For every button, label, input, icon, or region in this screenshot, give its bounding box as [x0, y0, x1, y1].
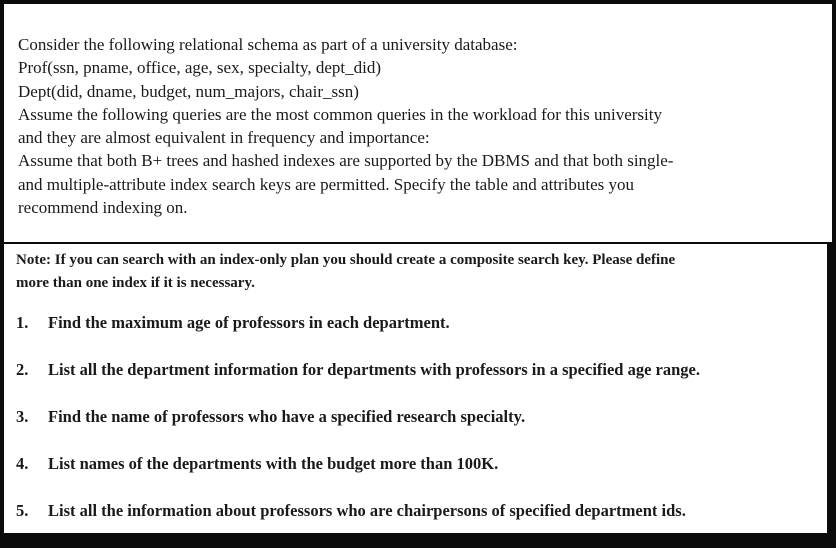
intro-line: Assume that both B+ trees and hashed indexes are supported by the DBMS and that both single-: [18, 151, 674, 171]
intro-line: Prof(ssn, pname, office, age, sex, specialty, dept_did): [18, 58, 382, 78]
query-text: List all the information about professors who are chairpersons of specified department ids.: [48, 501, 686, 520]
problem-intro: [18, 33, 818, 219]
note-text: [16, 249, 816, 295]
list-item: [16, 501, 700, 548]
query-list: [16, 313, 700, 548]
intro-line: Assume the following queries are the most common queries in the workload for this university: [18, 104, 662, 124]
list-item: [16, 407, 700, 454]
list-item: [16, 360, 700, 407]
list-item: [16, 313, 700, 360]
intro-line: Dept(did, dname, budget, num_majors, chair_ssn): [18, 81, 359, 101]
problem-statement-panel: [4, 4, 832, 242]
query-number: 2.: [16, 360, 29, 379]
intro-line: and they are almost equivalent in frequency and importance:: [18, 128, 430, 148]
query-number: 3.: [16, 407, 29, 426]
query-text: List all the department information for departments with professors in a specified age range.: [48, 360, 700, 379]
query-text: Find the maximum age of professors in each department.: [48, 313, 450, 332]
query-number: 1.: [16, 313, 29, 332]
note-line: Note: If you can search with an index-only plan you should create a composite search key. Please define: [16, 252, 676, 268]
query-number: 4.: [16, 454, 29, 473]
note-line: more than one index if it is necessary.: [16, 275, 255, 291]
intro-line: Consider the following relational schema as part of a university database:: [18, 35, 518, 54]
queries-panel: [4, 244, 827, 533]
query-text: List names of the departments with the budget more than 100K.: [48, 454, 499, 473]
query-text: Find the name of professors who have a specified research specialty.: [48, 407, 526, 426]
intro-line: recommend indexing on.: [18, 198, 188, 218]
list-item: [16, 454, 700, 501]
query-number: 5.: [16, 501, 29, 520]
intro-line: and multiple-attribute index search keys are permitted. Specify the table and attributes you: [18, 174, 635, 194]
